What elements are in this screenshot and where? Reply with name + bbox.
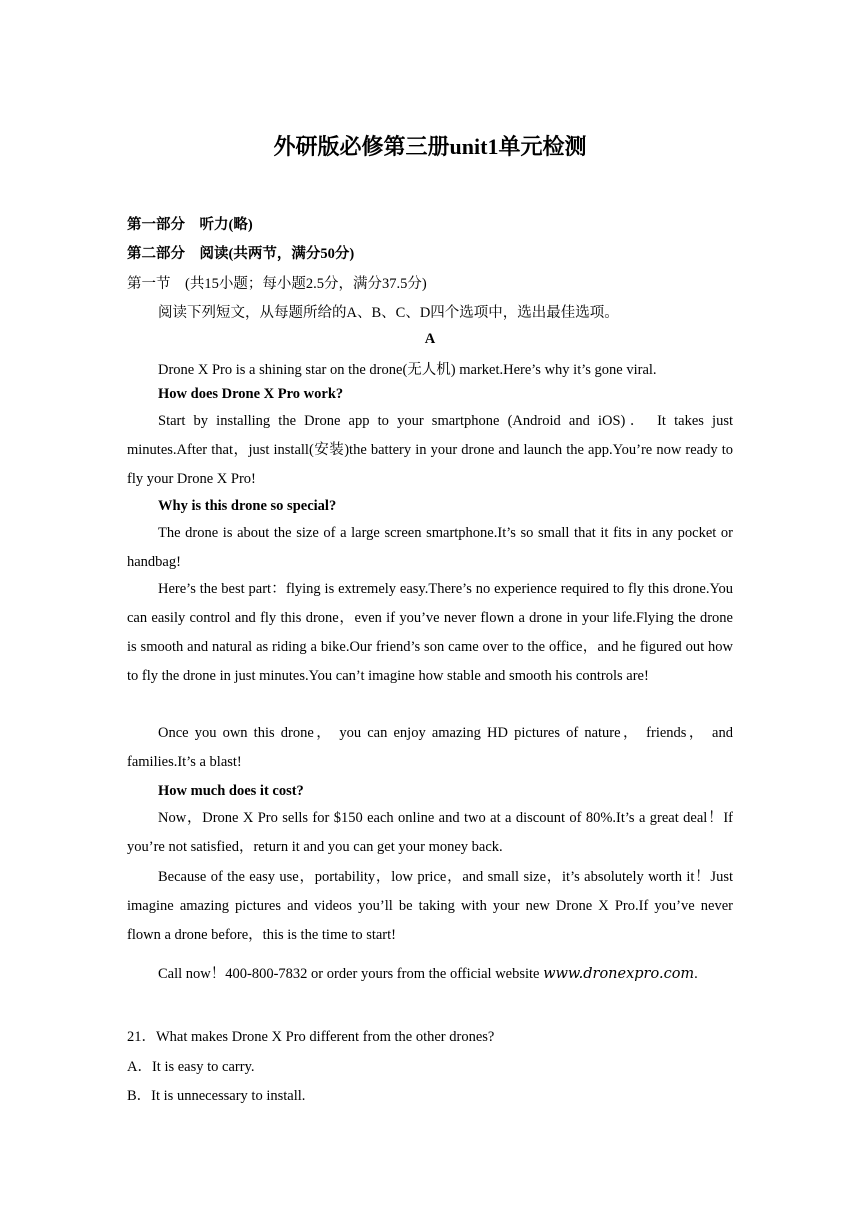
option-b: B．It is unnecessary to install. (127, 1088, 306, 1104)
subheading-special: Why is this drone so special? (158, 498, 337, 514)
call-line (158, 962, 698, 983)
section1-heading: 第一节 (共15小题；每小题2.5分，满分37.5分) (127, 276, 427, 292)
passage-label: A (424, 331, 436, 347)
part1-heading: 第一部分 听力(略) (127, 217, 253, 233)
website-link[interactable]: www.dronexpro.com (543, 966, 695, 982)
question-stem: 21．What makes Drone X Pro different from the other drones? (127, 1029, 495, 1045)
paragraph-easy: Here’s the best part：flying is extremely easy.There’s no experience required to fly this drone.You can easily control and fly this drone，even if you’ve never flown a drone in your life.Flying the drone is smooth and natural as riding a bike.Our friend’s son came over to the office，and he figured out how to fly the drone in just minutes.You can’t imagine how stable and smooth his controls are! (127, 581, 733, 684)
paragraph-install: Start by installing the Drone app to your smartphone (Android and iOS)． It takes just minutes.After that，just install(安装)the battery in your drone and launch the app.You’re now ready to fly your Drone X Pro! (127, 413, 733, 487)
instruction-text: 阅读下列短文，从每题所给的A、B、C、D四个选项中，选出最佳选项。 (158, 305, 619, 321)
paragraph-size: The drone is about the size of a large screen smartphone.It’s so small that it fits in any pocket or handbag! (127, 525, 733, 570)
passage-intro: Drone X Pro is a shining star on the drone(无人机) market.Here’s why it’s gone viral. (158, 362, 657, 378)
call-text: Call now！400-800-7832 or order yours from the official website (158, 966, 544, 982)
option-a: A．It is easy to carry. (127, 1059, 255, 1075)
paragraph-price: Now，Drone X Pro sells for $150 each online and two at a discount of 80%.It’s a great deal！If you’re not satisfied，return it and you can get your money back. (127, 810, 733, 855)
subheading-how-work: How does Drone X Pro work? (158, 386, 344, 402)
document-title: 外研版必修第三册unit1单元检测 (273, 134, 587, 159)
subheading-cost: How much does it cost? (158, 783, 304, 799)
paragraph-pictures: Once you own this drone， you can enjoy amazing HD pictures of nature， friends， and families.It’s a blast! (127, 725, 733, 770)
call-end: . (694, 966, 698, 982)
part2-heading: 第二部分 阅读(共两节，满分50分) (127, 246, 355, 262)
paragraph-worth: Because of the easy use，portability，low price，and small size，it’s absolutely worth it！Just imagine amazing pictures and videos you’ll be taking with your new Drone X Pro.If you’ve never flown a drone before，this is the time to start! (127, 869, 733, 943)
